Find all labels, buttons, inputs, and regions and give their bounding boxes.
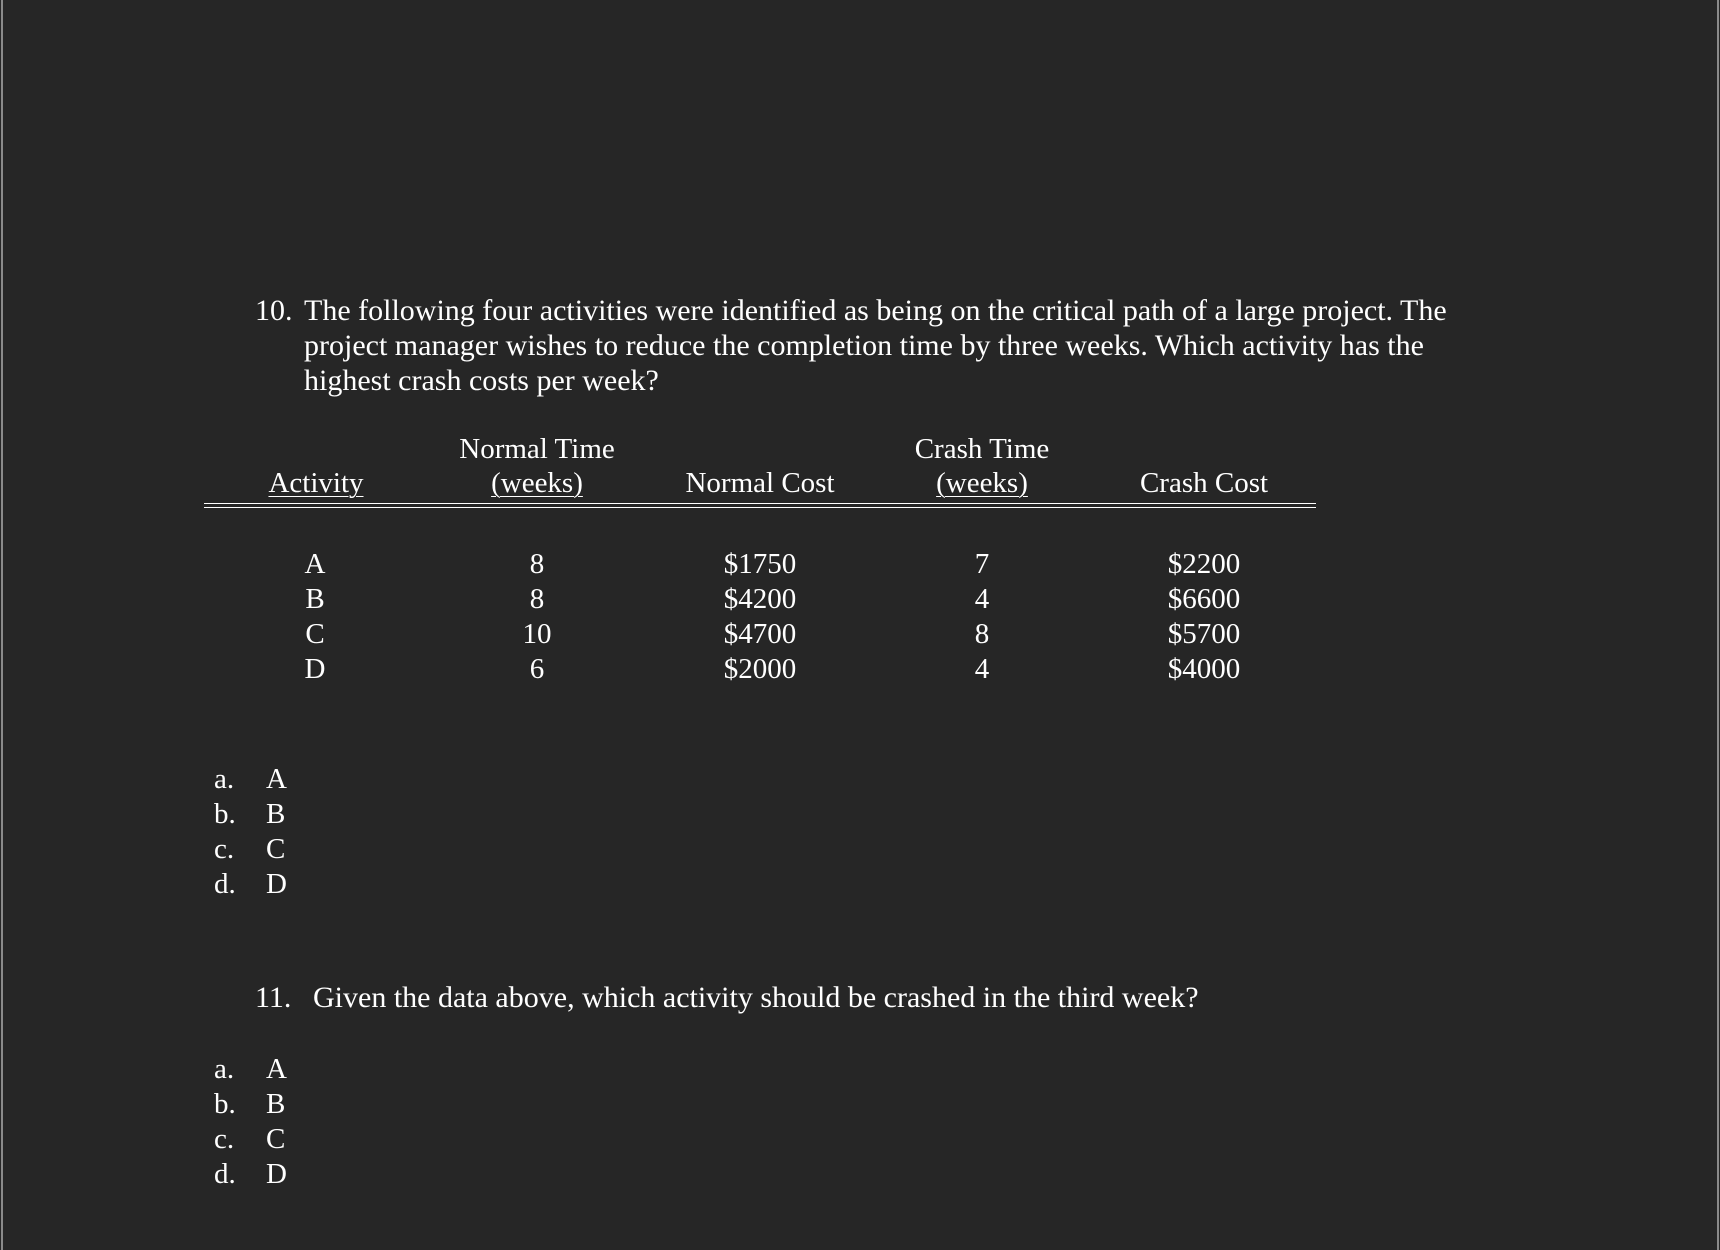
answer-choice[interactable] xyxy=(214,1087,287,1122)
choice-value: C xyxy=(266,833,286,865)
table-cell: $4700 xyxy=(723,618,797,650)
choice-value: B xyxy=(266,798,286,830)
answer-choice[interactable] xyxy=(214,797,287,832)
answer-choice[interactable] xyxy=(214,1157,287,1192)
header-activity-label: Activity xyxy=(268,467,364,499)
table-cell: 8 xyxy=(974,618,990,650)
header-crash-cost xyxy=(1084,466,1324,500)
question-11-choices xyxy=(214,1052,287,1192)
choice-label: c. xyxy=(214,833,235,865)
table-cell: $1750 xyxy=(723,548,797,580)
answer-choice[interactable] xyxy=(214,832,287,867)
choice-label: d. xyxy=(214,1158,236,1190)
choice-value: D xyxy=(266,1158,287,1190)
choice-label: b. xyxy=(214,1088,236,1120)
header-crash-cost-label: Crash Cost xyxy=(1139,467,1269,499)
table-rule-top xyxy=(204,503,1316,504)
table-cell: 8 xyxy=(529,583,545,615)
table-cell: B xyxy=(305,583,325,615)
choice-label: d. xyxy=(214,868,236,900)
table-cell: $2000 xyxy=(723,653,797,685)
header-crash-time-line1: Crash Time xyxy=(914,433,1050,465)
question-10-number: 10. xyxy=(255,294,293,327)
choice-value: A xyxy=(266,1053,287,1085)
column-activity xyxy=(275,547,355,687)
question-11-text: Given the data above, which activity should be crashed in the third week? xyxy=(313,981,1199,1014)
frame-border-right xyxy=(1717,0,1719,1250)
table-cell: $6600 xyxy=(1167,583,1241,615)
column-crash-time xyxy=(942,547,1022,687)
frame-border-left xyxy=(1,0,3,1250)
table-cell: C xyxy=(305,618,325,650)
choice-value: C xyxy=(266,1123,286,1155)
column-crash-cost xyxy=(1144,547,1264,687)
header-normal-time-line2: (weeks) xyxy=(491,467,583,499)
question-11-number: 11. xyxy=(255,981,292,1014)
question-10-text: The following four activities were identified as being on the critical path of a large project. The project manager wishes to reduce the completion time by three weeks. Which activity has the highest crash costs per week? xyxy=(304,294,1447,397)
choice-value: A xyxy=(266,763,287,795)
choice-value: D xyxy=(266,868,287,900)
answer-choice[interactable] xyxy=(214,867,287,902)
table-cell: 4 xyxy=(974,583,990,615)
header-normal-time xyxy=(417,432,657,500)
header-normal-cost-label: Normal Cost xyxy=(685,467,835,499)
choice-value: B xyxy=(266,1088,286,1120)
choice-label: b. xyxy=(214,798,236,830)
table-cell: A xyxy=(304,548,326,580)
header-normal-time-line1: Normal Time xyxy=(459,433,615,465)
table-cell: D xyxy=(304,653,326,685)
choice-label: a. xyxy=(214,1053,235,1085)
header-normal-cost xyxy=(640,466,880,500)
table-cell: 10 xyxy=(522,618,552,650)
answer-choice[interactable] xyxy=(214,1122,287,1157)
column-normal-time xyxy=(497,547,577,687)
table-cell: $5700 xyxy=(1167,618,1241,650)
table-cell: $2200 xyxy=(1167,548,1241,580)
table-cell: $4200 xyxy=(723,583,797,615)
answer-choice[interactable] xyxy=(214,762,287,797)
table-rule-bottom xyxy=(204,507,1316,508)
header-crash-time xyxy=(862,432,1102,500)
choice-label: a. xyxy=(214,763,235,795)
question-10-choices xyxy=(214,762,287,902)
table-cell: 8 xyxy=(529,548,545,580)
table-cell: 6 xyxy=(529,653,545,685)
table-cell: $4000 xyxy=(1167,653,1241,685)
table-cell: 7 xyxy=(974,548,990,580)
column-normal-cost xyxy=(700,547,820,687)
header-activity xyxy=(236,466,396,500)
table-cell: 4 xyxy=(974,653,990,685)
answer-choice[interactable] xyxy=(214,1052,287,1087)
header-crash-time-line2: (weeks) xyxy=(936,467,1028,499)
choice-label: c. xyxy=(214,1123,235,1155)
